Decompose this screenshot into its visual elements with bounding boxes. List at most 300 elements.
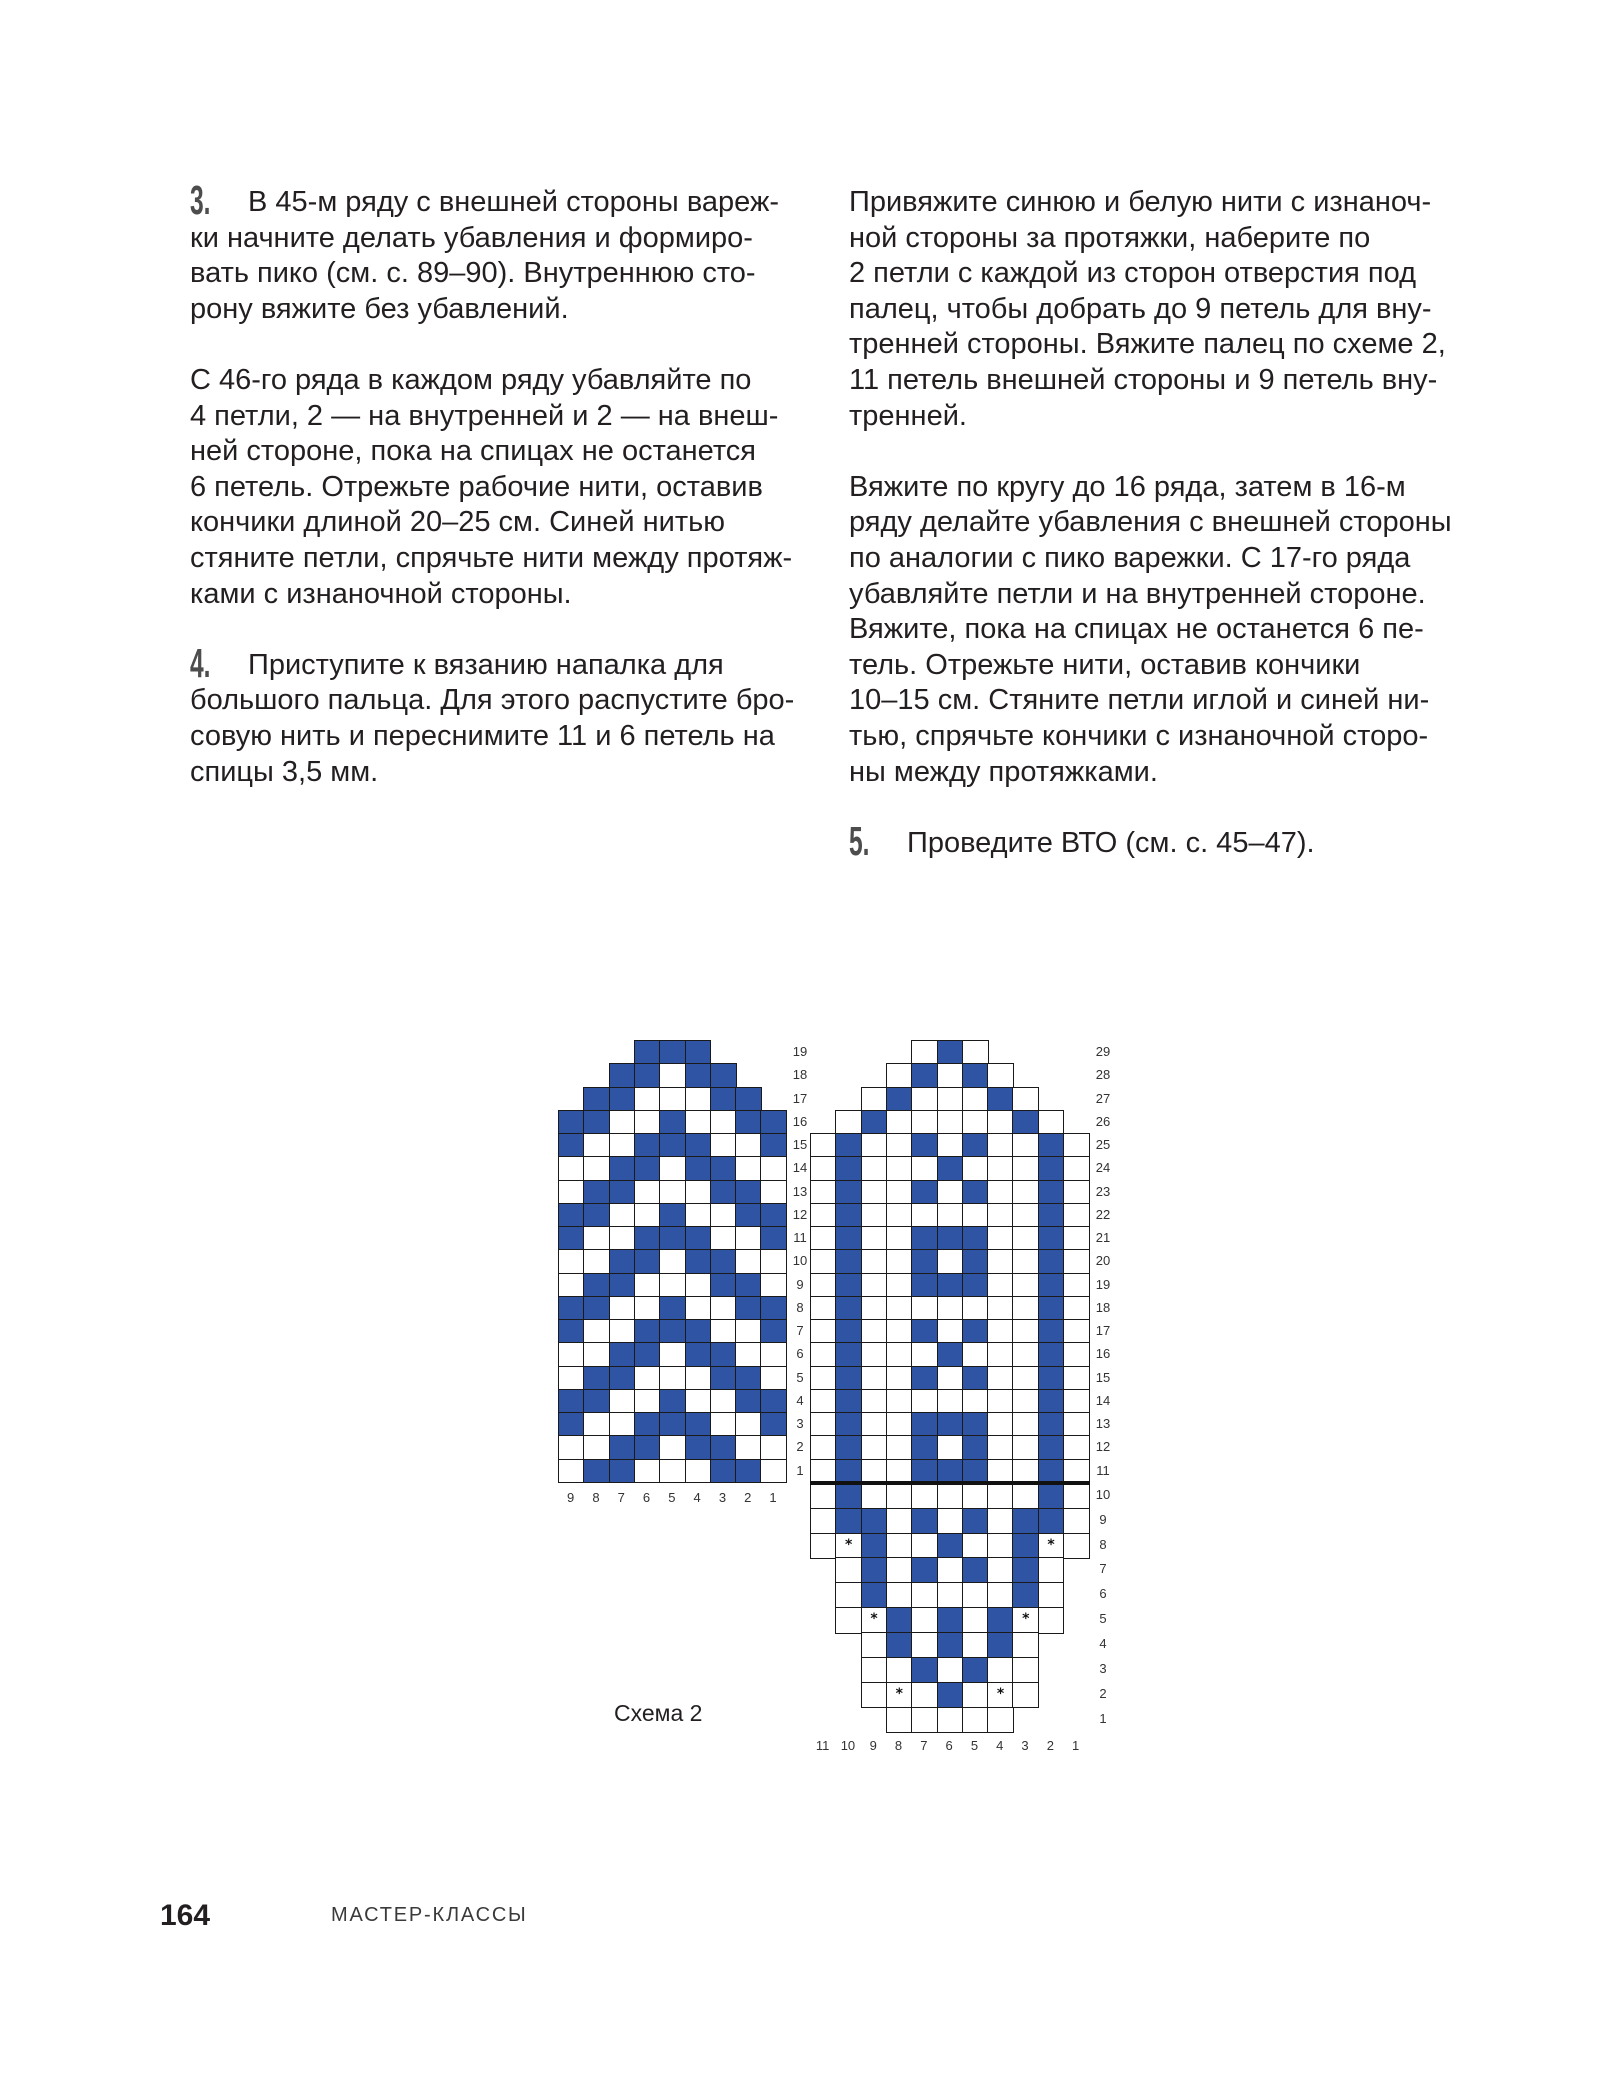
column-number-label: 2: [1046, 1738, 1054, 1753]
chart-cell: [962, 1156, 989, 1181]
chart-cell: [583, 1412, 610, 1437]
column-number-label: 2: [744, 1490, 752, 1505]
chart-cell: [685, 1459, 712, 1484]
chart-cell: [987, 1435, 1014, 1460]
chart-cell: [735, 1435, 762, 1460]
chart-cell: [987, 1459, 1014, 1484]
chart-cell: [1063, 1319, 1090, 1344]
chart-cell: [937, 1389, 964, 1414]
chart-cell: [760, 1366, 787, 1391]
chart-cell: [962, 1180, 989, 1205]
row-number-label: 4: [796, 1392, 804, 1408]
chart-cell: [1012, 1682, 1039, 1708]
chart-cell: [937, 1156, 964, 1181]
chart-cell: [1012, 1632, 1039, 1658]
chart-cell: [810, 1273, 837, 1298]
chart-cell: [1038, 1483, 1065, 1509]
chart-cell: [735, 1110, 762, 1135]
chart-cell: [962, 1632, 989, 1658]
chart-cell: [583, 1389, 610, 1414]
text-line: спицы 3,5 мм.: [190, 755, 379, 788]
chart-cell: [911, 1180, 938, 1205]
text-line: [190, 177, 830, 223]
chart-cell: [937, 1319, 964, 1344]
chart-cell: [760, 1273, 787, 1298]
chart-cell: [861, 1435, 888, 1460]
chart-cell: [810, 1389, 837, 1414]
chart-cell: [659, 1180, 686, 1205]
chart-cell: [735, 1389, 762, 1414]
chart-cell: [558, 1110, 585, 1135]
chart-cell: [886, 1133, 913, 1158]
column-number-label: 8: [894, 1738, 903, 1753]
chart-cell: [1063, 1459, 1090, 1484]
chart-cell: [685, 1063, 712, 1088]
text-line: ней стороне, пока на спицах не останется: [190, 435, 756, 468]
chart-cell: [710, 1366, 737, 1391]
chart-cell: [835, 1508, 862, 1534]
chart-cell: [962, 1508, 989, 1534]
chart-cell: [1038, 1607, 1065, 1633]
chart-cell: [835, 1483, 862, 1509]
chart-cell: [1063, 1156, 1090, 1181]
chart-cell: [609, 1296, 636, 1321]
column-number-label: 9: [567, 1490, 575, 1505]
text-line: ны между протяжками.: [849, 755, 1158, 788]
chart-cell: [760, 1156, 787, 1181]
chart-cell: [659, 1412, 686, 1437]
chart-cell: [937, 1180, 964, 1205]
chart-cell: [760, 1180, 787, 1205]
chart-cell: [1063, 1508, 1090, 1534]
row-number-label: 14: [1095, 1392, 1111, 1408]
chart-cell: [886, 1412, 913, 1437]
chart-cell: [835, 1342, 862, 1367]
chart-cell: [583, 1226, 610, 1251]
chart-cell: [735, 1203, 762, 1228]
chart-cell: [835, 1249, 862, 1274]
chart-cell: [962, 1582, 989, 1608]
chart-cell: [987, 1412, 1014, 1437]
row-number-label: 18: [1095, 1299, 1111, 1315]
chart-cell: [835, 1607, 862, 1633]
chart-cell: [1063, 1435, 1090, 1460]
chart-cell: [835, 1180, 862, 1205]
text-line: ки начните делать убавления и формиро-: [190, 221, 753, 254]
chart-cell: [710, 1459, 737, 1484]
chart-cell: [937, 1557, 964, 1583]
chart-cell: [937, 1533, 964, 1559]
text-line: 11 петель внешней стороны и 9 петель вну-: [849, 363, 1438, 396]
chart-cell: [835, 1582, 862, 1608]
chart-cell: [659, 1203, 686, 1228]
chart-cell: [634, 1366, 661, 1391]
row-number-label: 19: [1095, 1276, 1111, 1292]
chart-cell: [861, 1412, 888, 1437]
chart-cell: [886, 1180, 913, 1205]
chart-cell: [810, 1180, 837, 1205]
row-number-label: 1: [796, 1462, 804, 1478]
chart-cell: [861, 1203, 888, 1228]
chart-cell: [659, 1459, 686, 1484]
chart-cell: [710, 1156, 737, 1181]
chart-cell: [1038, 1156, 1065, 1181]
chart-cell: [583, 1087, 610, 1112]
row-number-label: 14: [792, 1160, 808, 1176]
chart-cell: [760, 1342, 787, 1367]
chart-cell: [962, 1296, 989, 1321]
chart-cell: [1063, 1412, 1090, 1437]
chart-cell: [911, 1483, 938, 1509]
row-number-label: 9: [1099, 1511, 1107, 1527]
chart-cell: [609, 1226, 636, 1251]
column-number-label: 6: [945, 1738, 953, 1753]
chart-cell: [1063, 1249, 1090, 1274]
thumb-start-paragraph: [849, 185, 1489, 434]
chart-cell: [962, 1366, 989, 1391]
chart-cell: [710, 1342, 737, 1367]
chart-cell: [735, 1249, 762, 1274]
chart-cell: [760, 1226, 787, 1251]
chart-cell: [710, 1319, 737, 1344]
chart-cell: [962, 1435, 989, 1460]
chart-cell: [937, 1226, 964, 1251]
chart-cell: [1012, 1342, 1039, 1367]
chart-cell: [1063, 1180, 1090, 1205]
thumb-decrease-paragraph: [849, 470, 1489, 790]
section-title: МАСТЕР-КЛАССЫ: [331, 1904, 528, 1926]
chart-cell: *: [835, 1533, 862, 1559]
chart-cell: [760, 1459, 787, 1484]
chart-cell: [835, 1412, 862, 1437]
chart-cell: [1012, 1203, 1039, 1228]
chart-cell: [962, 1040, 989, 1065]
column-number-label: 6: [642, 1490, 651, 1505]
row-number-label: 18: [792, 1067, 808, 1083]
page-number: 164: [160, 1899, 211, 1932]
row-number-label: 11: [1096, 1462, 1110, 1478]
chart-cell: [710, 1087, 737, 1112]
chart-cell: [835, 1366, 862, 1391]
row-number-label: 12: [792, 1206, 808, 1222]
chart-cell: [937, 1296, 964, 1321]
chart-cell: [861, 1110, 888, 1135]
chart-cell: [1063, 1533, 1090, 1559]
column-number-label: 1: [1072, 1738, 1080, 1753]
chart-cell: [835, 1435, 862, 1460]
chart-cell: [911, 1557, 938, 1583]
chart-cell: [937, 1483, 964, 1509]
chart-cell: [659, 1342, 686, 1367]
chart-cell: [937, 1412, 964, 1437]
chart-cell: [659, 1366, 686, 1391]
column-number-label: 7: [617, 1490, 625, 1505]
chart-cell: [710, 1063, 737, 1088]
chart-cell: [659, 1110, 686, 1135]
chart-cell: [962, 1273, 989, 1298]
chart-cell: [911, 1040, 938, 1065]
row-number-label: 8: [796, 1299, 804, 1315]
chart-cell: [609, 1063, 636, 1088]
row-number-label: 20: [1095, 1253, 1111, 1269]
chart-cell: [609, 1319, 636, 1344]
chart-cell: [760, 1296, 787, 1321]
text-line: вать пико (см. с. 89–90). Внутреннюю сто-: [190, 257, 756, 290]
row-number-label: 7: [1099, 1561, 1107, 1577]
chart-cell: [558, 1319, 585, 1344]
column-number-label: 1: [769, 1490, 777, 1505]
chart-cell: [735, 1133, 762, 1158]
chart-cell: [609, 1412, 636, 1437]
chart-cell: [1038, 1435, 1065, 1460]
chart-cell: [634, 1296, 661, 1321]
chart-cell: [1038, 1582, 1065, 1608]
chart-cell: [886, 1319, 913, 1344]
text-line: стяните петли, спрячьте нити между протяж-: [190, 541, 793, 574]
chart-cell: [861, 1632, 888, 1658]
chart-cell: [659, 1319, 686, 1344]
chart-cell: [735, 1296, 762, 1321]
chart-cell: [659, 1273, 686, 1298]
chart-cell: [685, 1366, 712, 1391]
chart-cell: [886, 1249, 913, 1274]
row-number-label: 2: [796, 1439, 804, 1455]
line-text: Проведите ВТО (см. с. 45–47).: [907, 826, 1315, 859]
chart-cell: [911, 1607, 938, 1633]
chart-cell: [760, 1412, 787, 1437]
chart-cell: [609, 1342, 636, 1367]
chart-cell: [735, 1342, 762, 1367]
chart-cell: [659, 1226, 686, 1251]
chart-cell: [886, 1273, 913, 1298]
chart-cell: [1063, 1366, 1090, 1391]
chart-cell: [634, 1412, 661, 1437]
chart-cell: [911, 1657, 938, 1683]
chart-cell: [810, 1156, 837, 1181]
chart-cell: [987, 1632, 1014, 1658]
chart-cell: [659, 1249, 686, 1274]
chart-cell: [634, 1203, 661, 1228]
chart-cell: [735, 1366, 762, 1391]
chart-cell: [987, 1657, 1014, 1683]
text-line: совую нить и переснимите 11 и 6 петель на: [190, 719, 775, 752]
chart-cell: [710, 1296, 737, 1321]
chart-cell: [1012, 1366, 1039, 1391]
chart-cell: [810, 1459, 837, 1484]
row-number-label: 7: [796, 1323, 804, 1338]
chart-cell: [886, 1632, 913, 1658]
chart-cell: [558, 1249, 585, 1274]
chart-cell: [609, 1366, 636, 1391]
step-number: 4.: [190, 639, 211, 686]
chart-cell: [1038, 1110, 1065, 1135]
row-number-label: 15: [1095, 1369, 1111, 1385]
chart-cell: [634, 1342, 661, 1367]
column-number-label: 4: [996, 1738, 1004, 1753]
text-line: Вяжите по кругу до 16 ряда, затем в 16-м: [849, 470, 1406, 503]
chart-cell: [609, 1203, 636, 1228]
chart-cell: [835, 1133, 862, 1158]
chart-cell: [911, 1133, 938, 1158]
chart-cell: [710, 1273, 737, 1298]
chart-cell: [987, 1389, 1014, 1414]
chart-cell: [583, 1203, 610, 1228]
chart-cell: [558, 1133, 585, 1158]
chart-cell: [987, 1273, 1014, 1298]
chart-cell: [760, 1203, 787, 1228]
chart-cell: [886, 1582, 913, 1608]
chart-cell: [1038, 1366, 1065, 1391]
chart-cell: [911, 1273, 938, 1298]
chart-cell: [760, 1110, 787, 1135]
text-line: 10–15 см. Стяните петли иглой и синей ни-: [849, 684, 1430, 717]
chart-cell: [1038, 1508, 1065, 1534]
chart-cell: [1012, 1508, 1039, 1534]
chart-cell: [962, 1533, 989, 1559]
chart-cell: [987, 1296, 1014, 1321]
chart-cell: [710, 1203, 737, 1228]
chart-cell: [886, 1087, 913, 1112]
chart-cell: [937, 1682, 964, 1708]
chart-cell: [911, 1632, 938, 1658]
chart-cell: [558, 1342, 585, 1367]
chart-cell: [861, 1296, 888, 1321]
chart-cell: [1038, 1226, 1065, 1251]
chart-cell: [911, 1389, 938, 1414]
chart-cell: [1012, 1156, 1039, 1181]
text-line: тренней.: [849, 399, 967, 432]
text-line: по аналогии с пико варежки. С 17-го ряда: [849, 541, 1411, 574]
chart-cell: [911, 1707, 938, 1733]
text-line: Привяжите синюю и белую нити с изнаноч-: [849, 186, 1432, 218]
chart-cell: [987, 1483, 1014, 1509]
chart-cell: [835, 1319, 862, 1344]
chart-cell: [609, 1459, 636, 1484]
chart-cell: [1038, 1557, 1065, 1583]
chart-cell: [1012, 1110, 1039, 1135]
chart-cell: [659, 1087, 686, 1112]
chart-cell: [835, 1226, 862, 1251]
chart-cell: [937, 1366, 964, 1391]
chart-cell: [1038, 1389, 1065, 1414]
chart-cell: [609, 1087, 636, 1112]
chart-cell: [861, 1180, 888, 1205]
chart-cell: [583, 1296, 610, 1321]
row-number-label: 23: [1095, 1183, 1111, 1199]
chart-cell: [987, 1110, 1014, 1135]
chart-cell: [583, 1273, 610, 1298]
chart-cell: [1038, 1249, 1065, 1274]
row-number-label: 1: [1099, 1710, 1107, 1726]
chart-cell: [911, 1087, 938, 1112]
chart-cell: [609, 1156, 636, 1181]
chart-cell: [810, 1366, 837, 1391]
row-number-label: 6: [1099, 1586, 1107, 1602]
chart-cell: [937, 1342, 964, 1367]
row-number-label: 24: [1095, 1160, 1111, 1176]
chart-cell: [835, 1459, 862, 1484]
chart-cell: [861, 1682, 888, 1708]
text-line: палец, чтобы добрать до 9 петель для вну-: [849, 292, 1432, 325]
chart-cell: [962, 1203, 989, 1228]
chart-cell: [810, 1435, 837, 1460]
text-line: С 46-го ряда в каждом ряду убавляйте по: [190, 363, 752, 396]
chart-cell: [685, 1203, 712, 1228]
chart-cell: [735, 1273, 762, 1298]
chart-cell: [609, 1389, 636, 1414]
text-line: тель. Отрежьте нити, оставив кончики: [849, 648, 1361, 681]
row-number-label: 10: [1095, 1486, 1111, 1502]
row-number-label: 6: [796, 1346, 804, 1362]
chart-cell: [558, 1412, 585, 1437]
chart-cell: [835, 1110, 862, 1135]
chart-cell: [1063, 1273, 1090, 1298]
chart-cell: [558, 1273, 585, 1298]
chart-cell: [1012, 1296, 1039, 1321]
chart-cell: [911, 1459, 938, 1484]
chart-cell: [861, 1389, 888, 1414]
chart-cell: [760, 1249, 787, 1274]
chart-cell: [583, 1459, 610, 1484]
chart-cell: [685, 1133, 712, 1158]
chart-cell: *: [1012, 1607, 1039, 1633]
chart-cell: [861, 1226, 888, 1251]
chart-cell: [886, 1483, 913, 1509]
chart-cell: *: [1038, 1533, 1065, 1559]
chart-cell: [810, 1508, 837, 1534]
chart-cell: [886, 1557, 913, 1583]
chart-cell: [1012, 1459, 1039, 1484]
chart-cell: [886, 1366, 913, 1391]
chart-cell: [962, 1682, 989, 1708]
left-text-column: [190, 177, 830, 790]
chart-cell: [911, 1682, 938, 1708]
chart-cell: [937, 1582, 964, 1608]
chart-cell: [685, 1319, 712, 1344]
chart-cell: [987, 1226, 1014, 1251]
chart-cell: [634, 1156, 661, 1181]
chart-cell: [685, 1435, 712, 1460]
row-number-label: 27: [1095, 1090, 1111, 1106]
chart-cell: [962, 1412, 989, 1437]
chart-cell: [659, 1133, 686, 1158]
chart-cell: [583, 1133, 610, 1158]
chart-cell: [1038, 1180, 1065, 1205]
chart-cell: [987, 1582, 1014, 1608]
chart-cell: [1012, 1435, 1039, 1460]
chart-cell: [583, 1435, 610, 1460]
chart-cell: [835, 1156, 862, 1181]
row-number-label: 26: [1095, 1113, 1111, 1129]
chart-cell: [937, 1508, 964, 1534]
chart-cell: [835, 1389, 862, 1414]
chart-cell: [861, 1249, 888, 1274]
chart-cell: [987, 1203, 1014, 1228]
row-number-label: 16: [792, 1113, 808, 1129]
chart-cell: [659, 1296, 686, 1321]
chart-cell: [634, 1226, 661, 1251]
row-number-label: 13: [1095, 1416, 1111, 1431]
row-number-label: 28: [1095, 1067, 1111, 1083]
chart-cell: [634, 1110, 661, 1135]
chart-cell: [659, 1156, 686, 1181]
chart-cell: [1038, 1296, 1065, 1321]
chart-cell: [685, 1389, 712, 1414]
step-number: 5.: [849, 817, 870, 864]
chart-cell: [861, 1133, 888, 1158]
chart-cell: [987, 1180, 1014, 1205]
row-number-label: 9: [796, 1276, 804, 1292]
